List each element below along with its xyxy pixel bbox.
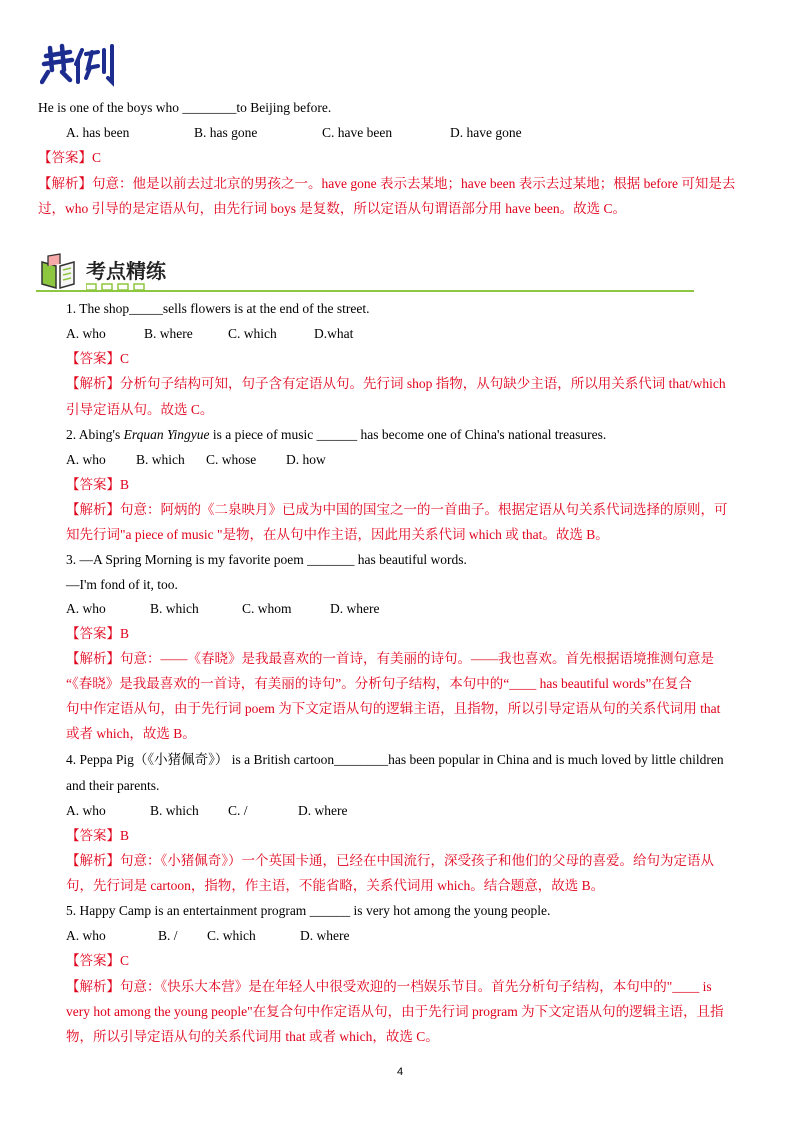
question-2-analysis: 【解析】句意：阿炳的《二泉映月》已成为中国的国宝之一的一首曲子。根据定语从句关系代词选择的原则，可: [66, 502, 728, 517]
option: D. where: [330, 601, 380, 616]
option: B. where: [144, 326, 193, 341]
question-4: 4. Peppa Pig（《小猪佩奇》） is a British cartoon________has been popular in China and is much loved by little children: [66, 752, 724, 767]
example-answer: 【答案】C: [38, 150, 102, 165]
question-3-analysis: 或者 which，故选 B。: [66, 726, 196, 741]
option: C. which: [228, 326, 277, 341]
question-4-options: [66, 801, 347, 821]
option: C. whom: [242, 601, 292, 616]
question-2-text: 2. Abing's: [66, 427, 124, 442]
question-3-options: [66, 599, 379, 619]
question-3-answer: 【答案】B: [66, 626, 130, 641]
question-2-text: is a piece of music ______ has become one of China's national treasures.: [209, 427, 607, 442]
question-5-analysis: very hot among the young people"在复合句中作定语从句，由于先行词 program 为下文定语从句的逻辑主语，且指: [66, 1004, 724, 1019]
option: B. which: [150, 803, 199, 818]
example-logo: [40, 38, 122, 90]
option: D. how: [286, 452, 326, 467]
option: C. whose: [206, 452, 257, 467]
question-1: 1. The shop_____sells flowers is at the end of the street.: [66, 301, 370, 316]
section-title: 考点精练: [86, 259, 166, 283]
option: B. which: [150, 601, 199, 616]
page-number: 4: [396, 1066, 404, 1078]
question-2-title: Erquan Yingyue: [123, 427, 210, 442]
question-2-options: [66, 450, 326, 470]
question-4-analysis: 句，先行词是 cartoon，指物，作主语，不能省略，关系代词用 which。结合题意，故选 B。: [66, 878, 605, 893]
option: D. where: [298, 803, 348, 818]
question-3: 3. —A Spring Morning is my favorite poem _______ has beautiful words.: [66, 552, 467, 567]
question-5-options: [66, 926, 349, 946]
option: A. who: [66, 803, 106, 818]
question-5-analysis: 物，所以引导定语从句的关系代词用 that 或者 which，故选 C。: [66, 1029, 439, 1044]
question-3-analysis: 句中作定语从句，由于先行词 poem 为下文定语从句的逻辑主语，且指物，所以引导定语从句的关系代词用 that: [66, 701, 721, 716]
question-5-answer: 【答案】C: [66, 953, 130, 968]
option: A. who: [66, 601, 106, 616]
question-1-analysis: 【解析】分析句子结构可知，句子含有定语从句。先行词 shop 指物，从句缺少主语，所以用关系代词 that/which: [66, 376, 726, 391]
option: B. has gone: [194, 125, 258, 140]
option: B. /: [158, 928, 178, 943]
example-analysis: 【解析】句意：他是以前去过北京的男孩之一。have gone 表示去某地；have been 表示去过某地；根据 before 可知是去: [38, 176, 736, 191]
section-divider: [36, 290, 694, 292]
option: D. where: [300, 928, 350, 943]
question-4-continued: and their parents.: [66, 778, 160, 793]
option: D. have gone: [450, 125, 522, 140]
question-4-answer: 【答案】B: [66, 828, 130, 843]
option: D.what: [314, 326, 354, 341]
option: A. who: [66, 928, 106, 943]
question-3-analysis: “《春晓》是我最喜欢的一首诗，有美丽的诗句”。分析句子结构，本句中的“____ has beautiful words”在复合: [66, 676, 692, 691]
option: B. which: [136, 452, 185, 467]
question-2-analysis: 知先行词"a piece of music "是物，在从句中作主语，因此用关系代词 which 或 that。故选 B。: [66, 527, 609, 542]
option: C. /: [228, 803, 248, 818]
book-icon: [38, 252, 78, 290]
example-analysis: 过，who 引导的是定语从句，由先行词 boys 是复数，所以定语从句谓语部分用 have been。故选 C。: [38, 201, 626, 216]
example-logo-glyph: [40, 38, 122, 90]
option: A. who: [66, 452, 106, 467]
option: A. has been: [66, 125, 130, 140]
question-1-options: [66, 324, 353, 344]
question-1-answer: 【答案】C: [66, 351, 130, 366]
option: C. have been: [322, 125, 393, 140]
example-options: [66, 123, 522, 143]
question-1-analysis: 引导定语从句。故选 C。: [66, 402, 214, 417]
section-header: [36, 252, 696, 294]
example-question: He is one of the boys who ________to Beijing before.: [38, 100, 332, 115]
question-2-answer: 【答案】B: [66, 477, 130, 492]
question-5-analysis: 【解析】句意：《快乐大本营》是在年轻人中很受欢迎的一档娱乐节目。首先分析句子结构，本句中的"____ is: [66, 979, 712, 994]
question-3-analysis: 【解析】句意：——《春晓》是我最喜欢的一首诗，有美丽的诗句。——我也喜欢。首先根据语境推测句意是: [66, 651, 714, 666]
question-5: 5. Happy Camp is an entertainment program ______ is very hot among the young people.: [66, 903, 551, 918]
question-3-reply: —I'm fond of it, too.: [66, 577, 178, 592]
question-2: [66, 425, 606, 445]
option: A. who: [66, 326, 106, 341]
question-4-analysis: 【解析】句意：《小猪佩奇》）一个英国卡通，已经在中国流行，深受孩子和他们的父母的喜爱。给句为定语从: [66, 853, 714, 868]
option: C. which: [207, 928, 256, 943]
